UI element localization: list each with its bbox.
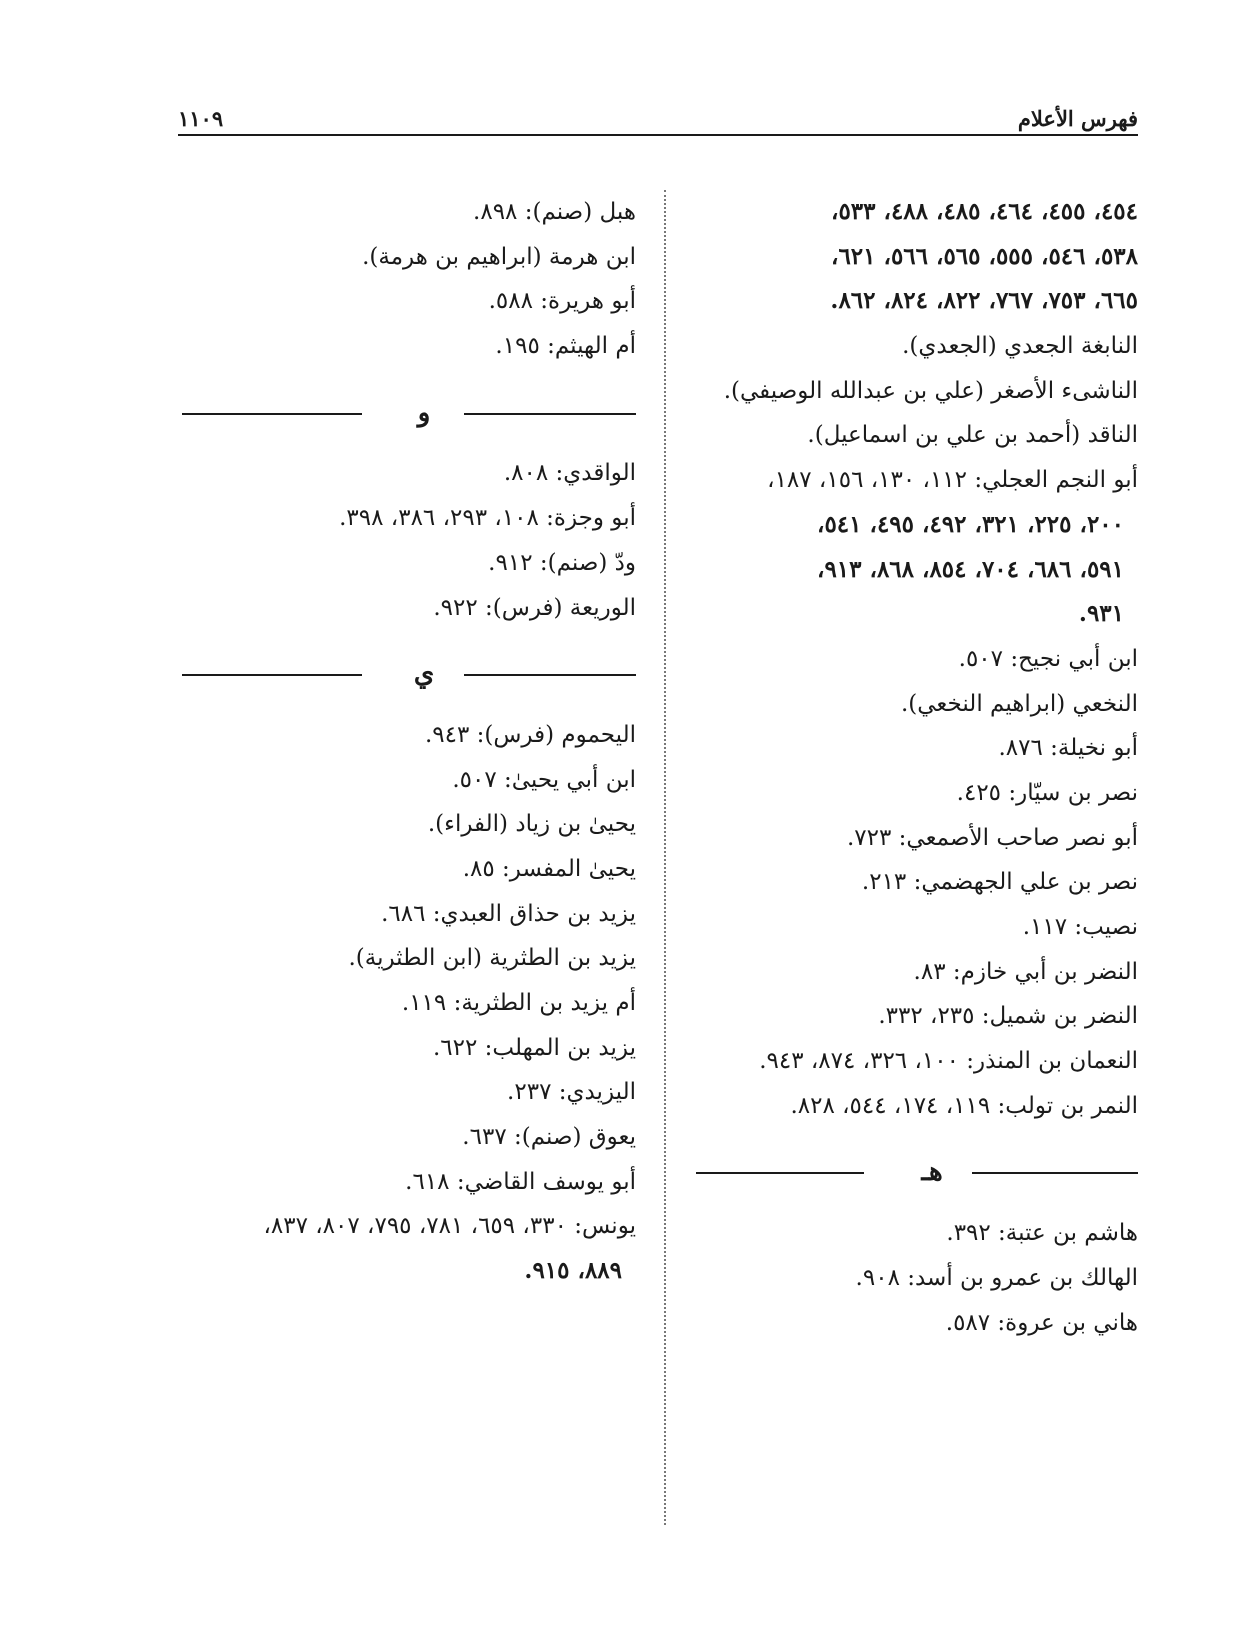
section-letter: هـ bbox=[921, 1157, 943, 1188]
index-entry: النعمان بن المنذر: ١٠٠، ٣٢٦، ٨٧٤، ٩٤٣. bbox=[759, 1048, 1138, 1075]
separator-rule bbox=[464, 674, 636, 676]
index-entry: ودّ (صنم): ٩١٢. bbox=[488, 549, 636, 576]
index-entry: نصر بن سيّار: ٤٢٥. bbox=[956, 779, 1138, 806]
index-entry: اليحموم (فرس): ٩٤٣. bbox=[424, 721, 636, 748]
index-entry-continuation: ٤٥٤، ٤٥٥، ٤٦٤، ٤٨٥، ٤٨٨، ٥٣٣، bbox=[831, 198, 1138, 225]
index-entry: أبو يوسف القاضي: ٦١٨. bbox=[405, 1168, 636, 1195]
index-entry: الهالك بن عمرو بن أسد: ٩٠٨. bbox=[855, 1264, 1138, 1291]
separator-rule bbox=[464, 413, 636, 415]
index-entry: ابن أبي نجيح: ٥٠٧. bbox=[958, 645, 1138, 672]
index-entry-continuation: ٥٩١، ٦٨٦، ٧٠٤، ٨٥٤، ٨٦٨، ٩١٣، bbox=[817, 555, 1124, 583]
page-title: فهرس الأعلام bbox=[1017, 106, 1138, 131]
separator-rule bbox=[182, 674, 362, 676]
index-entry: أم يزيد بن الطثرية: ١١٩. bbox=[401, 990, 636, 1016]
index-entry: هبل (صنم): ٨٩٨. bbox=[473, 199, 636, 225]
index-entry: يونس: ٣٣٠، ٦٥٩، ٧٨١، ٧٩٥، ٨٠٧، ٨٣٧، bbox=[263, 1213, 636, 1240]
index-entry: يعوق (صنم): ٦٣٧. bbox=[462, 1124, 636, 1151]
index-entry: الناقد (أحمد بن علي بن اسماعيل). bbox=[807, 422, 1138, 449]
index-entry: أبو نخيلة: ٨٧٦. bbox=[998, 735, 1138, 762]
index-entry: اليزيدي: ٢٣٧. bbox=[507, 1079, 636, 1106]
index-entry: هاشم بن عتبة: ٣٩٢. bbox=[946, 1220, 1138, 1247]
index-entry: يزيد بن الطثرية (ابن الطثرية). bbox=[348, 945, 636, 972]
right-column bbox=[690, 190, 1138, 1345]
page-number: ١١٠٩ bbox=[178, 106, 224, 131]
index-entry: أبو هريرة: ٥٨٨. bbox=[488, 288, 636, 315]
index-entry: النمر بن تولب: ١١٩، ١٧٤، ٥٤٤، ٨٢٨. bbox=[790, 1092, 1138, 1119]
section-separator-waw bbox=[182, 391, 636, 436]
section-separator-ya bbox=[182, 652, 636, 697]
index-entry: الناشىء الأصغر (علي بن عبدالله الوصيفي). bbox=[723, 377, 1138, 404]
index-entry: النضر بن أبي خازم: ٨٣. bbox=[913, 958, 1138, 985]
index-entry-continuation: ٥٣٨، ٥٤٦، ٥٥٥، ٥٦٥، ٥٦٦، ٦٢١، bbox=[831, 242, 1138, 270]
header-rule bbox=[178, 134, 1138, 136]
column-divider bbox=[664, 190, 666, 1525]
index-entry: نصر بن علي الجهضمي: ٢١٣. bbox=[861, 869, 1138, 896]
index-entry-continuation: ٩٣١. bbox=[1078, 600, 1124, 628]
index-entry: أم الهيثم: ١٩٥. bbox=[495, 333, 636, 360]
index-entry: الوريعة (فرس): ٩٢٢. bbox=[433, 594, 636, 621]
index-entry: نصيب: ١١٧. bbox=[1022, 914, 1138, 940]
section-letter: ي bbox=[413, 659, 435, 690]
index-entry: الواقدي: ٨٠٨. bbox=[503, 460, 636, 487]
index-entry: النابغة الجعدي (الجعدي). bbox=[902, 333, 1138, 360]
index-entry: ابن أبي يحيىٰ: ٥٠٧. bbox=[452, 766, 636, 793]
section-letter: و bbox=[417, 397, 431, 428]
index-entry: النضر بن شميل: ٢٣٥، ٣٣٢. bbox=[878, 1003, 1138, 1030]
index-entry-continuation: ٨٨٩، ٩١٥. bbox=[524, 1257, 622, 1285]
left-column bbox=[182, 190, 636, 1294]
index-entry-continuation: ٦٦٥، ٧٥٣، ٧٦٧، ٨٢٢، ٨٢٤، ٨٦٢. bbox=[830, 287, 1138, 315]
separator-rule bbox=[696, 1172, 864, 1174]
index-entry: يزيد بن المهلب: ٦٢٢. bbox=[432, 1034, 636, 1061]
index-entry: أبو النجم العجلي: ١١٢، ١٣٠، ١٥٦، ١٨٧، bbox=[767, 467, 1138, 494]
index-entry: ابن هرمة (ابراهيم بن هرمة). bbox=[362, 243, 636, 270]
index-entry: يزيد بن حذاق العبدي: ٦٨٦. bbox=[381, 900, 636, 927]
index-entry: يحيىٰ المفسر: ٨٥. bbox=[462, 855, 636, 882]
index-entry: أبو نصر صاحب الأصمعي: ٧٢٣. bbox=[846, 824, 1138, 851]
separator-rule bbox=[972, 1172, 1138, 1174]
index-entry: يحيىٰ بن زياد (الفراء). bbox=[427, 811, 636, 838]
index-entry: النخعي (ابراهيم النخعي). bbox=[900, 690, 1138, 717]
index-entry: هاني بن عروة: ٥٨٧. bbox=[945, 1309, 1138, 1336]
section-separator-ha bbox=[690, 1150, 1138, 1195]
separator-rule bbox=[182, 413, 362, 415]
index-entry: أبو وجزة: ١٠٨، ٢٩٣، ٣٨٦، ٣٩٨. bbox=[339, 505, 636, 532]
index-entry-continuation: ٢٠٠، ٢٢٥، ٣٢١، ٤٩٢، ٤٩٥، ٥٤١، bbox=[817, 510, 1124, 538]
